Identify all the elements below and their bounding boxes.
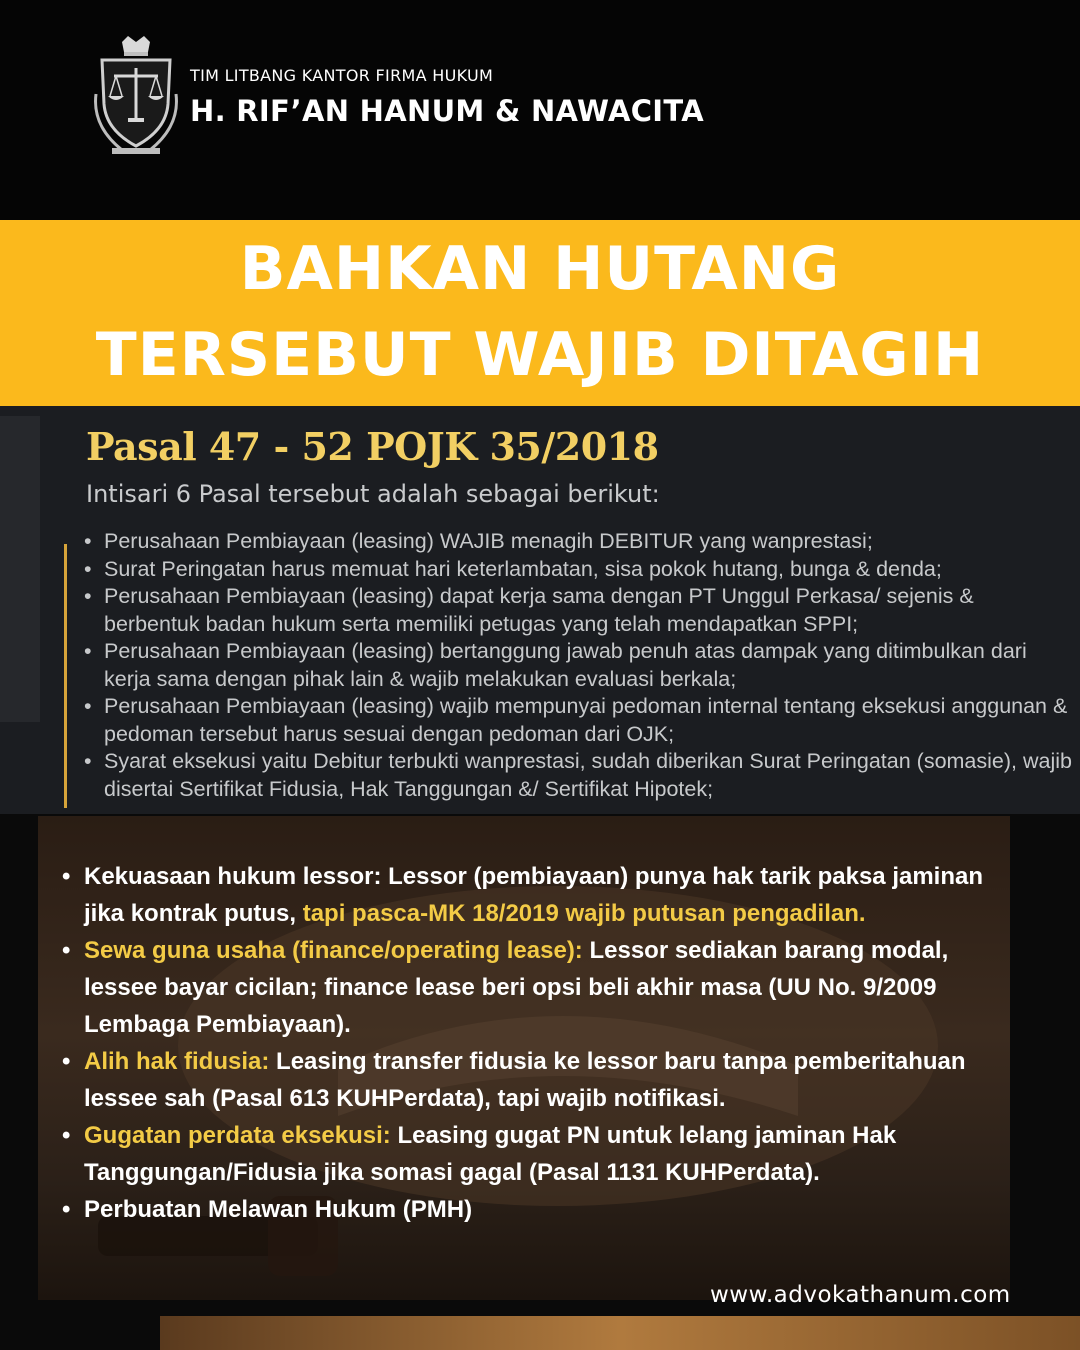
list-item: • Sewa guna usaha (finance/operating lease): Lessor sediakan barang modal, lessee bayar cicilan; finance lease beri opsi beli akhir masa (UU No. 9/2009 Lembaga Pembiayaan). (62, 932, 1002, 1043)
list-item: • Kekuasaan hukum lessor: Lessor (pembiayaan) punya hak tarik paksa jaminan jika kontrak putus, tapi pasca-MK 18/2019 wajib putusan pengadilan. (62, 858, 1002, 932)
scales-of-justice-crest-icon (88, 34, 184, 158)
website-link[interactable]: www.advokathanum.com (710, 1282, 1011, 1308)
list-item: • Gugatan perdata eksekusi: Leasing gugat PN untuk lelang jaminan Hak Tanggungan/Fidusia jika somasi gagal (Pasal 1131 KUHPerdata). (62, 1117, 1002, 1191)
bottom-wood-strip (160, 1316, 1080, 1350)
list-item: • Perbuatan Melawan Hukum (PMH) (62, 1191, 1002, 1228)
article-subtitle: Intisari 6 Pasal tersebut adalah sebagai berikut: (86, 480, 660, 508)
header (0, 0, 1080, 220)
accent-divider (64, 544, 67, 808)
summary-list (62, 858, 1002, 1228)
list-item: • Perusahaan Pembiayaan (leasing) WAJIB menagih DEBITUR yang wanprestasi; (84, 528, 1074, 556)
list-item: • Perusahaan Pembiayaan (leasing) dapat kerja sama dengan PT Unggul Perkasa/ sejenis & berbentuk badan hukum serta memiliki petugas yang telah mendapatkan SPPI; (84, 583, 1074, 638)
article-title: Pasal 47 - 52 POJK 35/2018 (86, 424, 659, 469)
list-item: • Perusahaan Pembiayaan (leasing) wajib mempunyai pedoman internal tentang eksekusi anggunan & pedoman tersebut harus sesuai dengan pedoman dari OJK; (84, 693, 1074, 748)
summary-section (38, 816, 1010, 1300)
headline-line-1: BAHKAN HUTANG (239, 234, 841, 304)
article-section (0, 406, 1080, 814)
firm-name: H. RIF’AN HANUM & NAWACITA (190, 94, 704, 128)
article-list (84, 528, 1074, 803)
headline-banner (0, 220, 1080, 406)
list-item: • Alih hak fidusia: Leasing transfer fidusia ke lessor baru tanpa pemberitahuan lessee sah (Pasal 613 KUHPerdata), tapi wajib notifikasi. (62, 1043, 1002, 1117)
left-edge-panel (0, 416, 40, 722)
headline-line-2: TERSEBUT WAJIB DITAGIH (95, 320, 985, 390)
list-item: • Surat Peringatan harus memuat hari keterlambatan, sisa pokok hutang, bunga & denda; (84, 556, 1074, 584)
list-item: • Perusahaan Pembiayaan (leasing) bertanggung jawab penuh atas dampak yang ditimbulkan dari kerja sama dengan pihak lain & wajib melakukan evaluasi berkala; (84, 638, 1074, 693)
list-item: • Syarat eksekusi yaitu Debitur terbukti wanprestasi, sudah diberikan Surat Peringatan (somasie), wajib disertai Sertifikat Fidusia, Hak Tanggungan &/ Sertifikat Hipotek; (84, 748, 1074, 803)
firm-subtitle: TIM LITBANG KANTOR FIRMA HUKUM (190, 66, 494, 85)
